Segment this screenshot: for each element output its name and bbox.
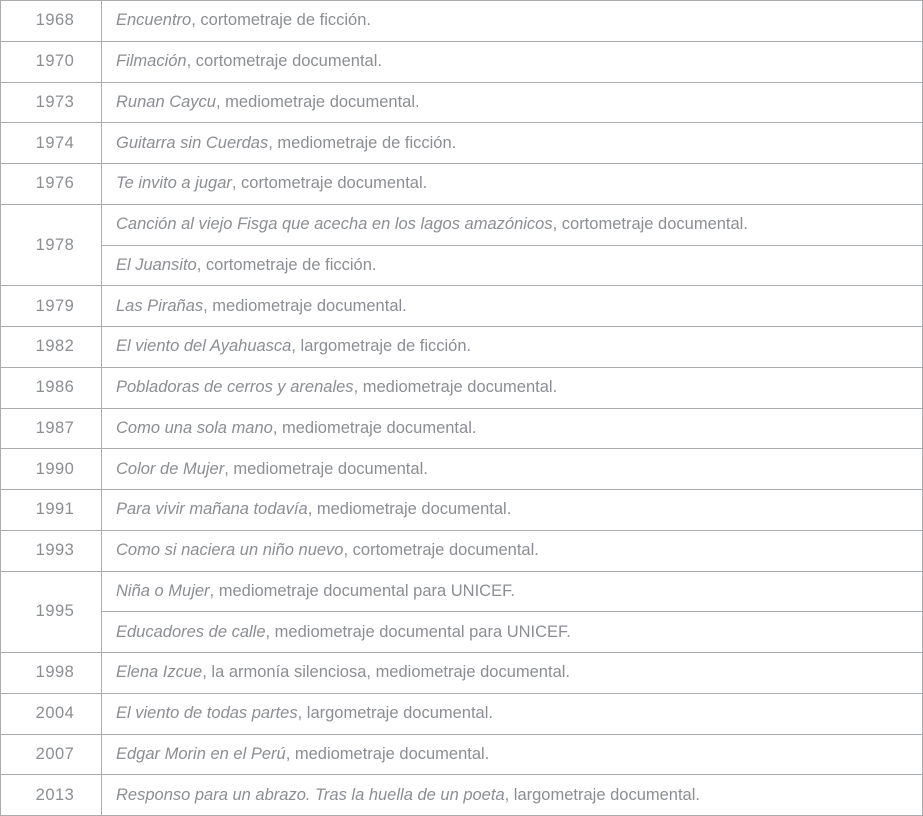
year-cell: 2007 — [1, 734, 102, 775]
film-cell — [102, 204, 923, 245]
table-row — [1, 245, 923, 286]
table-row — [1, 327, 923, 368]
film-description: , largometraje documental. — [504, 785, 700, 804]
table-row — [1, 775, 923, 816]
film-title: Encuentro — [116, 11, 192, 30]
year-cell: 1995 — [1, 571, 102, 653]
year-cell: 1968 — [1, 1, 102, 42]
film-cell — [102, 571, 923, 612]
film-cell — [102, 612, 923, 653]
film-description: , cortometraje documental. — [231, 174, 428, 193]
film-cell — [102, 123, 923, 164]
table-row — [1, 1, 923, 42]
film-cell — [102, 82, 923, 123]
table-row — [1, 653, 923, 694]
table-row — [1, 612, 923, 653]
film-description: , cortometraje documental. — [552, 215, 748, 234]
film-description: , mediometraje de ficción. — [268, 133, 457, 152]
film-title: Niña o Mujer — [116, 581, 210, 600]
film-cell — [102, 286, 923, 327]
year-cell: 1979 — [1, 286, 102, 327]
table-row — [1, 490, 923, 531]
film-cell — [102, 775, 923, 816]
film-description: , mediometraje documental para UNICEF. — [209, 581, 515, 600]
table-row — [1, 367, 923, 408]
year-cell: 1990 — [1, 449, 102, 490]
film-title: El viento de todas partes — [116, 704, 298, 723]
year-cell: 2013 — [1, 775, 102, 816]
film-cell — [102, 327, 923, 368]
film-description: , cortometraje documental. — [343, 541, 539, 560]
film-description: , mediometraje documental. — [272, 418, 477, 437]
film-title: Pobladoras de cerros y arenales — [116, 378, 354, 397]
film-title: Educadores de calle — [116, 622, 266, 641]
film-description: , mediometraje documental. — [215, 92, 420, 111]
year-cell: 2004 — [1, 693, 102, 734]
year-cell: 1991 — [1, 490, 102, 531]
table-row — [1, 204, 923, 245]
film-description: , la armonía silenciosa, mediometraje documental. — [202, 663, 570, 682]
film-cell — [102, 367, 923, 408]
film-cell — [102, 245, 923, 286]
film-description: , mediometraje documental. — [203, 296, 407, 315]
table-row — [1, 449, 923, 490]
film-title: Como si naciera un niño nuevo — [116, 541, 344, 560]
film-cell — [102, 1, 923, 42]
table-row — [1, 571, 923, 612]
table-row — [1, 82, 923, 123]
film-title: Guitarra sin Cuerdas — [116, 133, 269, 152]
film-title: Responso para un abrazo. Tras la huella de un poeta — [116, 785, 505, 804]
film-cell — [102, 449, 923, 490]
film-title: Color de Mujer — [116, 459, 225, 478]
year-cell: 1982 — [1, 327, 102, 368]
film-description: , cortometraje documental. — [186, 52, 382, 71]
film-title: Las Pirañas — [116, 296, 204, 315]
year-cell: 1974 — [1, 123, 102, 164]
film-title: El viento del Ayahuasca — [116, 337, 292, 356]
film-title: Te invito a jugar — [116, 174, 232, 193]
film-cell — [102, 164, 923, 205]
table-row — [1, 408, 923, 449]
table-row — [1, 41, 923, 82]
film-cell — [102, 490, 923, 531]
film-description: , largometraje de ficción. — [291, 337, 472, 356]
year-cell: 1993 — [1, 530, 102, 571]
year-cell: 1973 — [1, 82, 102, 123]
year-cell: 1976 — [1, 164, 102, 205]
year-cell: 1987 — [1, 408, 102, 449]
film-title: El Juansito — [116, 255, 197, 274]
film-title: Edgar Morin en el Perú — [116, 744, 286, 763]
film-description: , cortometraje de ficción. — [191, 11, 371, 30]
film-cell — [102, 408, 923, 449]
table-row — [1, 164, 923, 205]
table-row — [1, 123, 923, 164]
table-row — [1, 286, 923, 327]
film-title: Canción al viejo Fisga que acecha en los lagos amazónicos — [116, 215, 553, 234]
year-cell: 1998 — [1, 653, 102, 694]
film-title: Elena Izcue — [116, 663, 203, 682]
film-title: Runan Caycu — [116, 92, 216, 111]
film-cell — [102, 530, 923, 571]
film-description: , mediometraje documental. — [285, 744, 490, 763]
film-cell — [102, 693, 923, 734]
film-description: , mediometraje documental. — [307, 500, 512, 519]
year-cell: 1970 — [1, 41, 102, 82]
year-cell: 1978 — [1, 204, 102, 286]
film-description: , mediometraje documental. — [224, 459, 428, 478]
film-description: , mediometraje documental. — [353, 378, 558, 397]
table-row — [1, 530, 923, 571]
film-description: , cortometraje de ficción. — [196, 255, 377, 274]
film-title: Para vivir mañana todavía — [116, 500, 308, 519]
film-title: Filmación — [116, 52, 187, 71]
year-cell: 1986 — [1, 367, 102, 408]
film-cell — [102, 734, 923, 775]
film-cell — [102, 653, 923, 694]
table-row — [1, 734, 923, 775]
film-cell — [102, 41, 923, 82]
film-description: , mediometraje documental para UNICEF. — [265, 622, 571, 641]
film-description: , largometraje documental. — [297, 704, 493, 723]
table-row — [1, 693, 923, 734]
film-title: Como una sola mano — [116, 418, 273, 437]
